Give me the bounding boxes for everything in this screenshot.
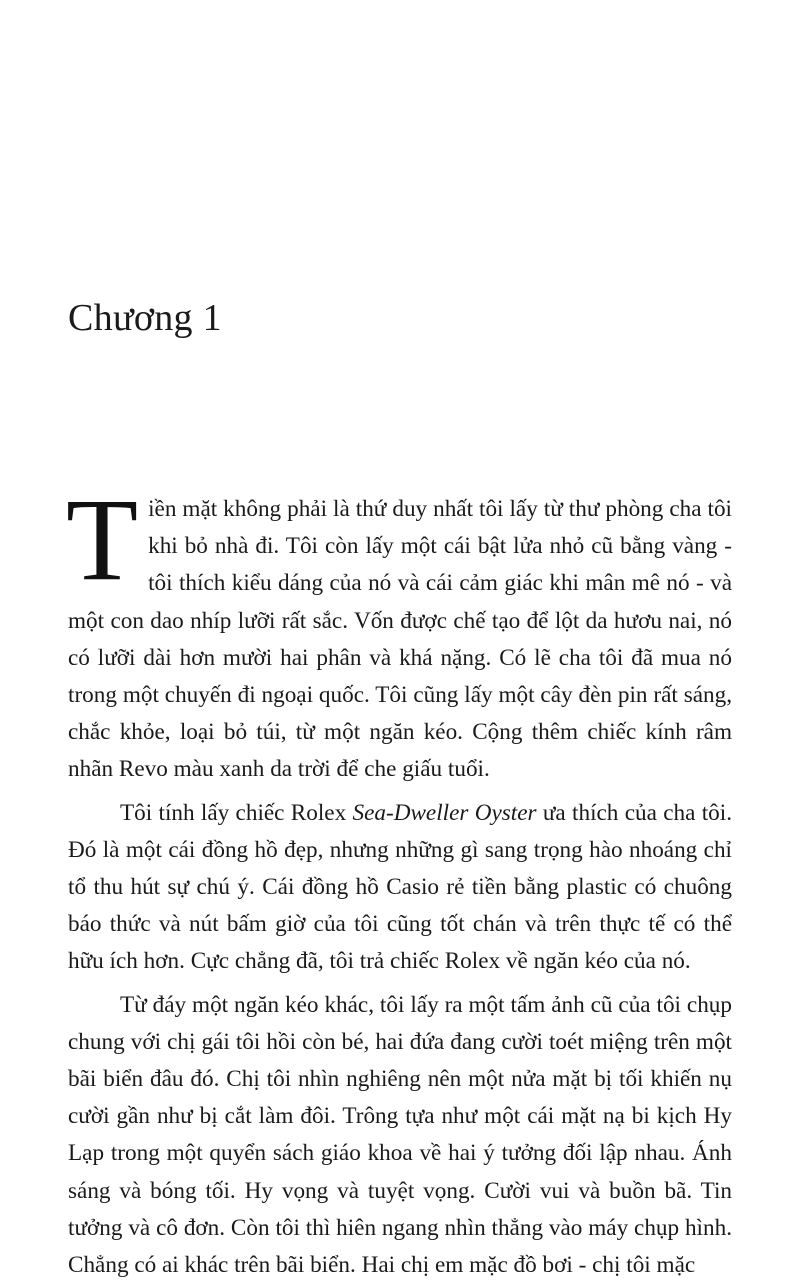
paragraph-3 — [68, 987, 732, 1284]
chapter-title: Chương 1 — [68, 297, 222, 339]
paragraph-2-text-end: ưa thích của cha tôi. Đó là một cái đồng hồ đẹp, nhưng những gì sang trọng hào nhoáng chỉ tổ thu hút sự chú ý. Cái đồng hồ Casio rẻ tiền bằng plastic có chuông báo thức và nút bấm giờ của tôi cũng tốt chán và trên thực tế có thể hữu ích hơn. Cực chẳng đã, tôi trả chiếc Rolex về ngăn kéo của nó. — [68, 799, 732, 975]
paragraph-3-text: Từ đáy một ngăn kéo khác, tôi lấy ra một tấm ảnh cũ của tôi chụp chung với chị gái tôi hồi còn bé, hai đứa đang cười toét miệng trên một bãi biển đâu đó. Chị tôi nhìn nghiêng nên một nửa mặt bị tối khiến nụ cười gần như bị cắt làm đôi. Trông tựa như một cái mặt nạ bi kịch Hy Lạp trong một quyển sách giáo khoa về hai ý tưởng đối lập nhau. Ánh sáng và bóng tối. Hy vọng và tuyệt vọng. Cười vui và buồn bã. Tin tưởng và cô đơn. Còn tôi thì hiên ngang nhìn thẳng vào máy chụp hình. Chẳng có ai khác trên bãi biển. Hai chị em mặc đồ bơi - chị tôi mặc — [68, 991, 732, 1279]
paragraph-1 — [66, 474, 732, 789]
chapter-body — [66, 474, 732, 1284]
paragraph-1-text: iền mặt không phải là thứ duy nhất tôi lấy từ thư phòng cha tôi khi bỏ nhà đi. Tôi còn lấy một cái bật lửa nhỏ cũ bằng vàng - tôi thích kiểu dáng của nó và cái cảm giác khi mân mê nó - và một con dao nhíp lưỡi rất sắc. Vốn được chế tạo để lột da hươu nai, nó có lưỡi dài hơn mười hai phân và khá nặng. Có lẽ cha tôi đã mua nó trong một chuyến đi ngoại quốc. Tôi cũng lấy một cây đèn pin rất sáng, chắc khỏe, loại bỏ túi, từ một ngăn kéo. Cộng thêm chiếc kính râm nhãn Revo màu xanh da trời để che giấu tuổi. — [68, 496, 732, 783]
paragraph-2-text-start: Tôi tính lấy chiếc Rolex — [120, 799, 353, 826]
drop-cap-letter: T — [66, 474, 139, 605]
watch-model-name: Sea-Dweller Oyster — [352, 799, 537, 826]
paragraph-2 — [68, 795, 732, 981]
